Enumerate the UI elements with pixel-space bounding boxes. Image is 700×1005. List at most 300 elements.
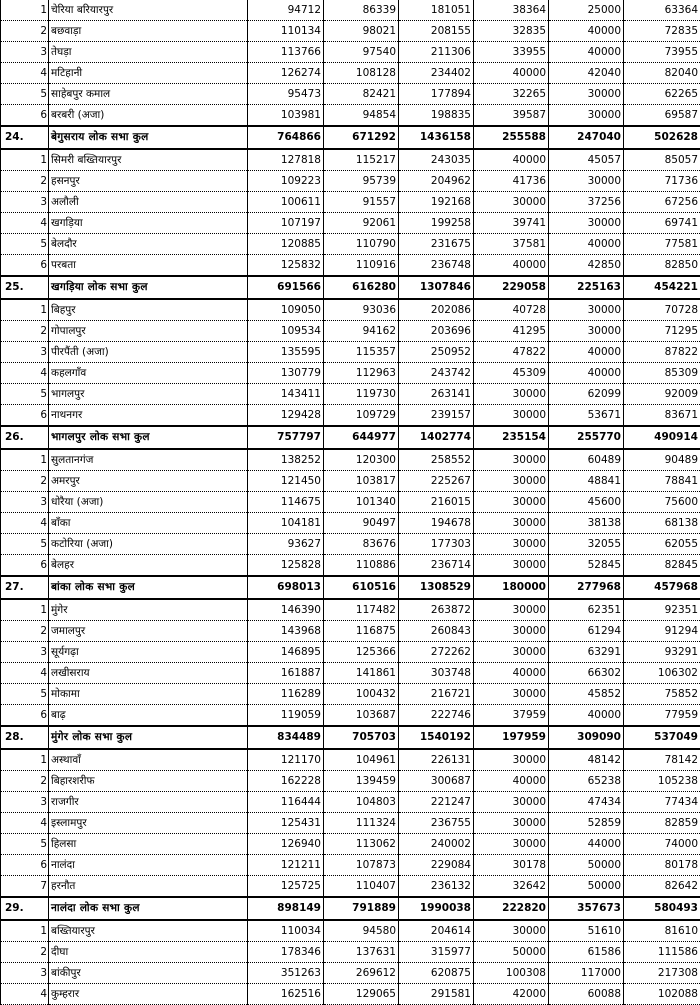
value-cell: 42000 bbox=[474, 984, 549, 1005]
value-cell: 161887 bbox=[248, 663, 324, 684]
serial-number-cell: 1 bbox=[1, 749, 49, 771]
value-cell: 258552 bbox=[399, 449, 474, 471]
value-cell: 202086 bbox=[399, 299, 474, 321]
value-cell: 204962 bbox=[399, 171, 474, 192]
constituency-name-cell: मुंगेर bbox=[49, 599, 248, 621]
value-cell: 263872 bbox=[399, 599, 474, 621]
value-cell: 30000 bbox=[474, 384, 549, 405]
value-cell: 180000 bbox=[474, 576, 549, 599]
value-cell: 113062 bbox=[324, 834, 399, 855]
value-cell: 30000 bbox=[549, 171, 624, 192]
constituency-name-cell: मटिहानी bbox=[49, 63, 248, 84]
table-row bbox=[1, 342, 700, 363]
value-cell: 178346 bbox=[248, 942, 324, 963]
table-body bbox=[1, 0, 700, 1005]
value-cell: 30000 bbox=[474, 192, 549, 213]
value-cell: 72835 bbox=[624, 21, 700, 42]
constituency-name-cell: खगड़िया लोक सभा कुल bbox=[49, 276, 248, 299]
value-cell: 143968 bbox=[248, 621, 324, 642]
table-row bbox=[1, 984, 700, 1005]
serial-number-cell: 29. bbox=[1, 897, 49, 920]
value-cell: 177894 bbox=[399, 84, 474, 105]
value-cell: 40000 bbox=[549, 363, 624, 384]
value-cell: 40000 bbox=[549, 42, 624, 63]
value-cell: 62055 bbox=[624, 534, 700, 555]
serial-number-cell: 1 bbox=[1, 299, 49, 321]
value-cell: 77959 bbox=[624, 705, 700, 727]
table-row bbox=[1, 792, 700, 813]
value-cell: 80178 bbox=[624, 855, 700, 876]
constituency-name-cell: हिलसा bbox=[49, 834, 248, 855]
value-cell: 235154 bbox=[474, 426, 549, 449]
value-cell: 93627 bbox=[248, 534, 324, 555]
value-cell: 125828 bbox=[248, 555, 324, 577]
value-cell: 203696 bbox=[399, 321, 474, 342]
value-cell: 30000 bbox=[474, 555, 549, 577]
serial-number-cell: 6 bbox=[1, 405, 49, 427]
value-cell: 269612 bbox=[324, 963, 399, 984]
value-cell: 94712 bbox=[248, 0, 324, 21]
table-row bbox=[1, 920, 700, 942]
value-cell: 221247 bbox=[399, 792, 474, 813]
value-cell: 454221 bbox=[624, 276, 700, 299]
value-cell: 120885 bbox=[248, 234, 324, 255]
serial-number-cell: 4 bbox=[1, 63, 49, 84]
value-cell: 40000 bbox=[474, 771, 549, 792]
serial-number-cell: 4 bbox=[1, 363, 49, 384]
value-cell: 63291 bbox=[549, 642, 624, 663]
value-cell: 30000 bbox=[549, 213, 624, 234]
value-cell: 192168 bbox=[399, 192, 474, 213]
table-row bbox=[1, 555, 700, 577]
value-cell: 83671 bbox=[624, 405, 700, 427]
value-cell: 87822 bbox=[624, 342, 700, 363]
serial-number-cell: 3 bbox=[1, 342, 49, 363]
value-cell: 70728 bbox=[624, 299, 700, 321]
serial-number-cell: 4 bbox=[1, 213, 49, 234]
value-cell: 69587 bbox=[624, 105, 700, 127]
value-cell: 40000 bbox=[474, 63, 549, 84]
value-cell: 30000 bbox=[549, 84, 624, 105]
constituency-name-cell: मोकामा bbox=[49, 684, 248, 705]
value-cell: 74000 bbox=[624, 834, 700, 855]
value-cell: 30000 bbox=[474, 834, 549, 855]
value-cell: 40000 bbox=[549, 342, 624, 363]
table-row bbox=[1, 513, 700, 534]
table-row bbox=[1, 449, 700, 471]
value-cell: 1402774 bbox=[399, 426, 474, 449]
value-cell: 40000 bbox=[474, 255, 549, 277]
serial-number-cell: 5 bbox=[1, 84, 49, 105]
value-cell: 110134 bbox=[248, 21, 324, 42]
constituency-name-cell: बांकीपुर bbox=[49, 963, 248, 984]
value-cell: 111324 bbox=[324, 813, 399, 834]
constituency-name-cell: परबता bbox=[49, 255, 248, 277]
constituency-name-cell: इस्लामपुर bbox=[49, 813, 248, 834]
value-cell: 50000 bbox=[549, 876, 624, 898]
value-cell: 45309 bbox=[474, 363, 549, 384]
table-row bbox=[1, 749, 700, 771]
value-cell: 109223 bbox=[248, 171, 324, 192]
constituency-name-cell: सूर्यगढ़ा bbox=[49, 642, 248, 663]
value-cell: 42040 bbox=[549, 63, 624, 84]
value-cell: 50000 bbox=[549, 855, 624, 876]
value-cell: 194678 bbox=[399, 513, 474, 534]
value-cell: 146895 bbox=[248, 642, 324, 663]
value-cell: 110034 bbox=[248, 920, 324, 942]
constituency-name-cell: साहेबपुर कमाल bbox=[49, 84, 248, 105]
constituency-name-cell: कटोरिया (अजा) bbox=[49, 534, 248, 555]
serial-number-cell: 2 bbox=[1, 321, 49, 342]
value-cell: 30000 bbox=[474, 405, 549, 427]
value-cell: 162228 bbox=[248, 771, 324, 792]
serial-number-cell: 5 bbox=[1, 684, 49, 705]
table-row bbox=[1, 105, 700, 127]
value-cell: 117482 bbox=[324, 599, 399, 621]
value-cell: 40000 bbox=[549, 21, 624, 42]
value-cell: 68138 bbox=[624, 513, 700, 534]
constituency-name-cell: दीघा bbox=[49, 942, 248, 963]
value-cell: 229058 bbox=[474, 276, 549, 299]
value-cell: 141861 bbox=[324, 663, 399, 684]
value-cell: 48142 bbox=[549, 749, 624, 771]
value-cell: 300687 bbox=[399, 771, 474, 792]
value-cell: 125832 bbox=[248, 255, 324, 277]
serial-number-cell: 2 bbox=[1, 621, 49, 642]
value-cell: 125431 bbox=[248, 813, 324, 834]
value-cell: 1436158 bbox=[399, 126, 474, 149]
value-cell: 457968 bbox=[624, 576, 700, 599]
value-cell: 217308 bbox=[624, 963, 700, 984]
value-cell: 272262 bbox=[399, 642, 474, 663]
serial-number-cell: 6 bbox=[1, 855, 49, 876]
value-cell: 277968 bbox=[549, 576, 624, 599]
table-row bbox=[1, 813, 700, 834]
value-cell: 119730 bbox=[324, 384, 399, 405]
serial-number-cell: 26. bbox=[1, 426, 49, 449]
value-cell: 66302 bbox=[549, 663, 624, 684]
constituency-name-cell: अलौली bbox=[49, 192, 248, 213]
value-cell: 30178 bbox=[474, 855, 549, 876]
table-row bbox=[1, 621, 700, 642]
value-cell: 125366 bbox=[324, 642, 399, 663]
value-cell: 247040 bbox=[549, 126, 624, 149]
value-cell: 109050 bbox=[248, 299, 324, 321]
value-cell: 91294 bbox=[624, 621, 700, 642]
value-cell: 834489 bbox=[248, 726, 324, 749]
value-cell: 204614 bbox=[399, 920, 474, 942]
value-cell: 104961 bbox=[324, 749, 399, 771]
value-cell: 41736 bbox=[474, 171, 549, 192]
value-cell: 116289 bbox=[248, 684, 324, 705]
constituency-name-cell: बिहपुर bbox=[49, 299, 248, 321]
serial-number-cell: 5 bbox=[1, 534, 49, 555]
table-row bbox=[1, 705, 700, 727]
constituency-name-cell: भागलपुर लोक सभा कुल bbox=[49, 426, 248, 449]
constituency-name-cell: नाथनगर bbox=[49, 405, 248, 427]
value-cell: 67256 bbox=[624, 192, 700, 213]
value-cell: 129428 bbox=[248, 405, 324, 427]
constituency-name-cell: मुंगेर लोक सभा कुल bbox=[49, 726, 248, 749]
value-cell: 30000 bbox=[474, 534, 549, 555]
value-cell: 198835 bbox=[399, 105, 474, 127]
value-cell: 71295 bbox=[624, 321, 700, 342]
value-cell: 90497 bbox=[324, 513, 399, 534]
value-cell: 30000 bbox=[474, 684, 549, 705]
value-cell: 197959 bbox=[474, 726, 549, 749]
serial-number-cell: 1 bbox=[1, 449, 49, 471]
value-cell: 73955 bbox=[624, 42, 700, 63]
constituency-name-cell: बांका लोक सभा कुल bbox=[49, 576, 248, 599]
value-cell: 30000 bbox=[474, 749, 549, 771]
value-cell: 109534 bbox=[248, 321, 324, 342]
value-cell: 263141 bbox=[399, 384, 474, 405]
constituency-name-cell: बरबरी (अजा) bbox=[49, 105, 248, 127]
value-cell: 42850 bbox=[549, 255, 624, 277]
value-cell: 1307846 bbox=[399, 276, 474, 299]
value-cell: 112963 bbox=[324, 363, 399, 384]
value-cell: 30000 bbox=[474, 492, 549, 513]
value-cell: 115217 bbox=[324, 149, 399, 171]
value-cell: 92061 bbox=[324, 213, 399, 234]
value-cell: 30000 bbox=[474, 642, 549, 663]
value-cell: 100611 bbox=[248, 192, 324, 213]
value-cell: 52845 bbox=[549, 555, 624, 577]
value-cell: 37959 bbox=[474, 705, 549, 727]
value-cell: 92009 bbox=[624, 384, 700, 405]
value-cell: 236132 bbox=[399, 876, 474, 898]
serial-number-cell: 5 bbox=[1, 834, 49, 855]
value-cell: 38364 bbox=[474, 0, 549, 21]
table-row bbox=[1, 321, 700, 342]
constituency-name-cell: पीरपैंती (अजा) bbox=[49, 342, 248, 363]
value-cell: 108128 bbox=[324, 63, 399, 84]
value-cell: 90489 bbox=[624, 449, 700, 471]
value-cell: 30000 bbox=[474, 792, 549, 813]
serial-number-cell: 3 bbox=[1, 42, 49, 63]
value-cell: 30000 bbox=[474, 621, 549, 642]
value-cell: 86339 bbox=[324, 0, 399, 21]
value-cell: 610516 bbox=[324, 576, 399, 599]
value-cell: 100308 bbox=[474, 963, 549, 984]
value-cell: 50000 bbox=[474, 942, 549, 963]
value-cell: 291581 bbox=[399, 984, 474, 1005]
value-cell: 121170 bbox=[248, 749, 324, 771]
value-cell: 94162 bbox=[324, 321, 399, 342]
value-cell: 255588 bbox=[474, 126, 549, 149]
constituency-name-cell: बाढ़ bbox=[49, 705, 248, 727]
serial-number-cell: 27. bbox=[1, 576, 49, 599]
table-row bbox=[1, 492, 700, 513]
constituency-name-cell: बाँका bbox=[49, 513, 248, 534]
value-cell: 236714 bbox=[399, 555, 474, 577]
value-cell: 33955 bbox=[474, 42, 549, 63]
table-row bbox=[1, 171, 700, 192]
value-cell: 117000 bbox=[549, 963, 624, 984]
value-cell: 109729 bbox=[324, 405, 399, 427]
value-cell: 82859 bbox=[624, 813, 700, 834]
value-cell: 93291 bbox=[624, 642, 700, 663]
constituency-name-cell: सुलतानगंज bbox=[49, 449, 248, 471]
constituency-name-cell: हसनपुर bbox=[49, 171, 248, 192]
value-cell: 37581 bbox=[474, 234, 549, 255]
value-cell: 110790 bbox=[324, 234, 399, 255]
constituency-name-cell: गोपालपुर bbox=[49, 321, 248, 342]
serial-number-cell: 1 bbox=[1, 149, 49, 171]
serial-number-cell: 4 bbox=[1, 663, 49, 684]
total-row bbox=[1, 426, 700, 449]
table-row bbox=[1, 855, 700, 876]
value-cell: 94854 bbox=[324, 105, 399, 127]
value-cell: 78142 bbox=[624, 749, 700, 771]
value-cell: 41295 bbox=[474, 321, 549, 342]
table-row bbox=[1, 234, 700, 255]
value-cell: 51610 bbox=[549, 920, 624, 942]
serial-number-cell: 2 bbox=[1, 471, 49, 492]
value-cell: 111586 bbox=[624, 942, 700, 963]
value-cell: 208155 bbox=[399, 21, 474, 42]
value-cell: 231675 bbox=[399, 234, 474, 255]
table-row bbox=[1, 534, 700, 555]
serial-number-cell: 2 bbox=[1, 942, 49, 963]
constituency-name-cell: लखीसराय bbox=[49, 663, 248, 684]
value-cell: 357673 bbox=[549, 897, 624, 920]
value-cell: 181051 bbox=[399, 0, 474, 21]
value-cell: 39741 bbox=[474, 213, 549, 234]
value-cell: 671292 bbox=[324, 126, 399, 149]
serial-number-cell: 3 bbox=[1, 192, 49, 213]
value-cell: 82845 bbox=[624, 555, 700, 577]
total-row bbox=[1, 576, 700, 599]
constituency-name-cell: बेगुसराय लोक सभा कुल bbox=[49, 126, 248, 149]
value-cell: 243742 bbox=[399, 363, 474, 384]
table-row bbox=[1, 63, 700, 84]
value-cell: 199258 bbox=[399, 213, 474, 234]
value-cell: 53671 bbox=[549, 405, 624, 427]
value-cell: 82421 bbox=[324, 84, 399, 105]
value-cell: 48841 bbox=[549, 471, 624, 492]
value-cell: 116875 bbox=[324, 621, 399, 642]
value-cell: 82642 bbox=[624, 876, 700, 898]
value-cell: 104181 bbox=[248, 513, 324, 534]
value-cell: 698013 bbox=[248, 576, 324, 599]
constituency-name-cell: नालंदा लोक सभा कुल bbox=[49, 897, 248, 920]
value-cell: 121450 bbox=[248, 471, 324, 492]
value-cell: 177303 bbox=[399, 534, 474, 555]
serial-number-cell: 25. bbox=[1, 276, 49, 299]
table-row bbox=[1, 363, 700, 384]
value-cell: 30000 bbox=[474, 471, 549, 492]
value-cell: 236755 bbox=[399, 813, 474, 834]
total-row bbox=[1, 126, 700, 149]
value-cell: 95739 bbox=[324, 171, 399, 192]
value-cell: 60489 bbox=[549, 449, 624, 471]
value-cell: 110916 bbox=[324, 255, 399, 277]
constituency-name-cell: जमालपुर bbox=[49, 621, 248, 642]
value-cell: 103981 bbox=[248, 105, 324, 127]
value-cell: 82040 bbox=[624, 63, 700, 84]
value-cell: 101340 bbox=[324, 492, 399, 513]
serial-number-cell: 3 bbox=[1, 642, 49, 663]
value-cell: 25000 bbox=[549, 0, 624, 21]
value-cell: 32835 bbox=[474, 21, 549, 42]
serial-number-cell: 6 bbox=[1, 705, 49, 727]
serial-number-cell: 4 bbox=[1, 813, 49, 834]
constituency-name-cell: नालंदा bbox=[49, 855, 248, 876]
total-row bbox=[1, 897, 700, 920]
value-cell: 85309 bbox=[624, 363, 700, 384]
value-cell: 107197 bbox=[248, 213, 324, 234]
value-cell: 32642 bbox=[474, 876, 549, 898]
value-cell: 580493 bbox=[624, 897, 700, 920]
value-cell: 130779 bbox=[248, 363, 324, 384]
value-cell: 502628 bbox=[624, 126, 700, 149]
value-cell: 62099 bbox=[549, 384, 624, 405]
value-cell: 1990038 bbox=[399, 897, 474, 920]
value-cell: 91557 bbox=[324, 192, 399, 213]
value-cell: 78841 bbox=[624, 471, 700, 492]
serial-number-cell: 6 bbox=[1, 555, 49, 577]
value-cell: 113766 bbox=[248, 42, 324, 63]
value-cell: 138252 bbox=[248, 449, 324, 471]
value-cell: 52859 bbox=[549, 813, 624, 834]
serial-number-cell: 1 bbox=[1, 0, 49, 21]
table-row bbox=[1, 684, 700, 705]
value-cell: 114675 bbox=[248, 492, 324, 513]
value-cell: 103817 bbox=[324, 471, 399, 492]
constituency-name-cell: अमरपुर bbox=[49, 471, 248, 492]
serial-number-cell: 4 bbox=[1, 513, 49, 534]
value-cell: 351263 bbox=[248, 963, 324, 984]
total-row bbox=[1, 276, 700, 299]
value-cell: 226131 bbox=[399, 749, 474, 771]
serial-number-cell: 4 bbox=[1, 984, 49, 1005]
value-cell: 309090 bbox=[549, 726, 624, 749]
value-cell: 40000 bbox=[474, 149, 549, 171]
constituency-name-cell: बिहारशरीफ bbox=[49, 771, 248, 792]
value-cell: 105238 bbox=[624, 771, 700, 792]
table-row bbox=[1, 255, 700, 277]
value-cell: 82850 bbox=[624, 255, 700, 277]
constituency-name-cell: बेलहर bbox=[49, 555, 248, 577]
constituency-name-cell: अस्थावाँ bbox=[49, 749, 248, 771]
value-cell: 62351 bbox=[549, 599, 624, 621]
serial-number-cell: 2 bbox=[1, 771, 49, 792]
table-row bbox=[1, 963, 700, 984]
value-cell: 764866 bbox=[248, 126, 324, 149]
value-cell: 32055 bbox=[549, 534, 624, 555]
value-cell: 135595 bbox=[248, 342, 324, 363]
table-row bbox=[1, 834, 700, 855]
total-row bbox=[1, 726, 700, 749]
table-row bbox=[1, 876, 700, 898]
value-cell: 71736 bbox=[624, 171, 700, 192]
value-cell: 60088 bbox=[549, 984, 624, 1005]
value-cell: 250952 bbox=[399, 342, 474, 363]
value-cell: 40000 bbox=[549, 234, 624, 255]
value-cell: 222820 bbox=[474, 897, 549, 920]
value-cell: 490914 bbox=[624, 426, 700, 449]
value-cell: 40000 bbox=[474, 663, 549, 684]
constituency-name-cell: धोरैया (अजा) bbox=[49, 492, 248, 513]
value-cell: 61294 bbox=[549, 621, 624, 642]
value-cell: 119059 bbox=[248, 705, 324, 727]
value-cell: 44000 bbox=[549, 834, 624, 855]
value-cell: 30000 bbox=[549, 105, 624, 127]
value-cell: 40000 bbox=[549, 705, 624, 727]
value-cell: 898149 bbox=[248, 897, 324, 920]
value-cell: 644977 bbox=[324, 426, 399, 449]
